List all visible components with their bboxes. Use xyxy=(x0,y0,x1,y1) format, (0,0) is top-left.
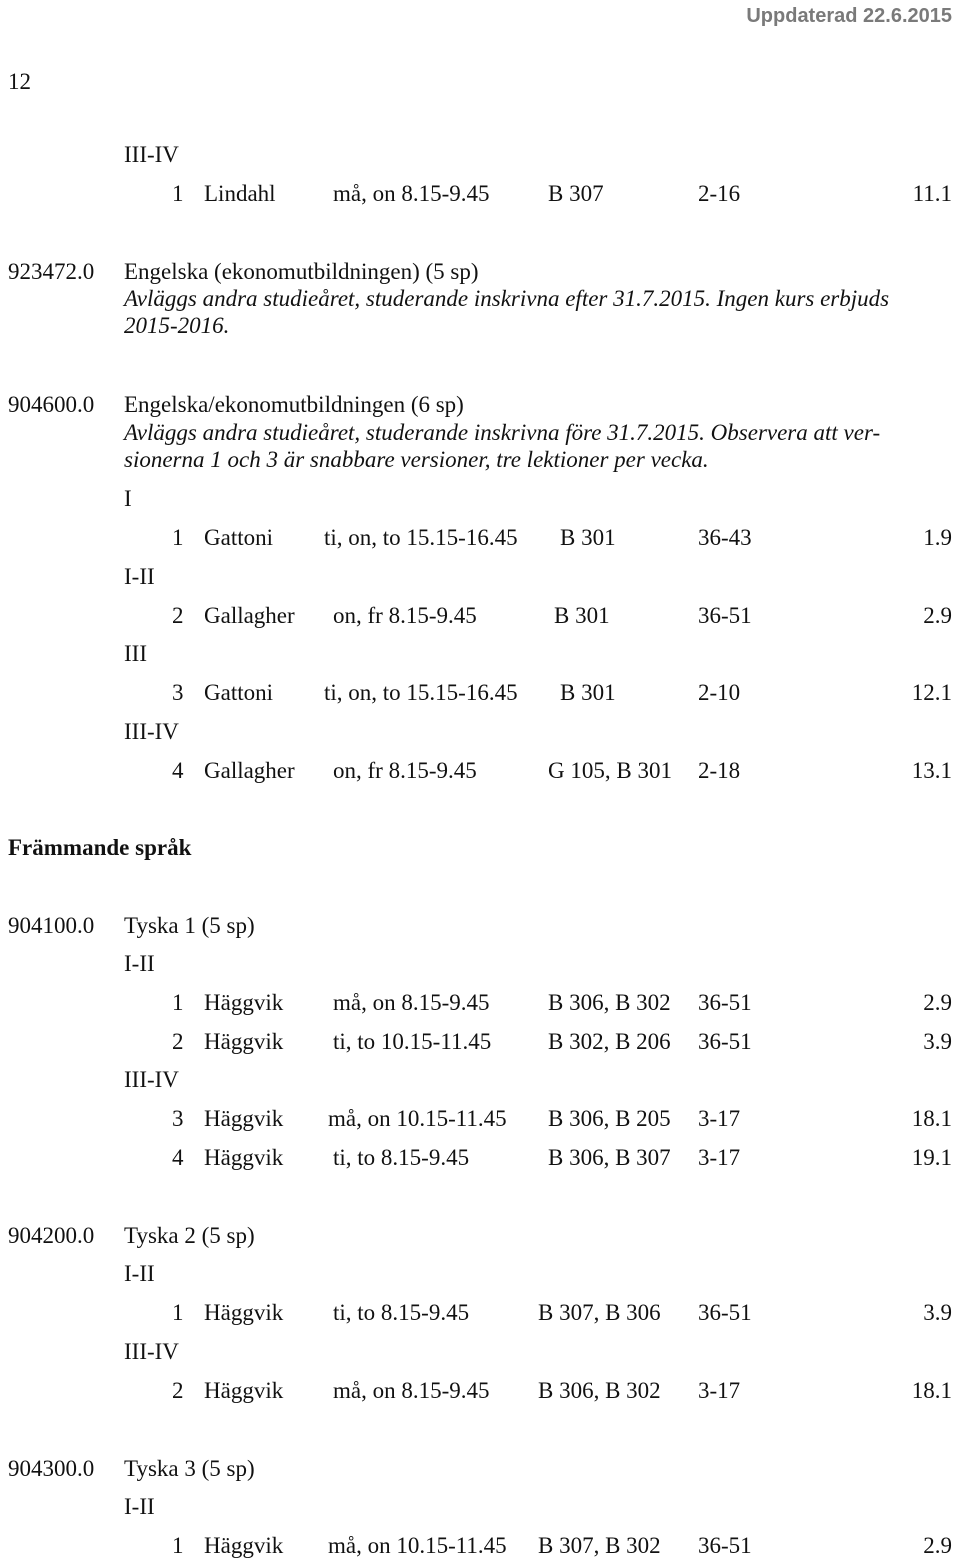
class-time: ti, to 8.15-9.45 xyxy=(333,1300,470,1325)
course-code: 904600.0 xyxy=(8,392,95,417)
course-code: 904200.0 xyxy=(8,1223,95,1248)
teacher-name: Häggvik xyxy=(204,1533,284,1558)
room: G 105, B 301 xyxy=(548,758,672,783)
weeks: 36-51 xyxy=(698,1029,752,1054)
room: B 306, B 302 xyxy=(538,1378,661,1403)
row-number: 2 xyxy=(172,1378,184,1403)
start-date: 12.1 xyxy=(911,680,952,705)
course-title: Engelska (ekonomutbildningen) (5 sp) xyxy=(124,259,479,284)
group-label: I-II xyxy=(124,564,155,589)
room: B 306, B 205 xyxy=(548,1106,671,1131)
weeks: 36-51 xyxy=(698,1533,752,1558)
group-label: III-IV xyxy=(124,142,179,167)
start-date: 18.1 xyxy=(911,1106,952,1131)
room: B 301 xyxy=(554,603,610,628)
course-note: Avläggs andra studieåret, studerande inskrivna efter 31.7.2015. Ingen kurs erbjuds xyxy=(124,286,890,311)
teacher-name: Lindahl xyxy=(204,181,276,206)
weeks: 36-51 xyxy=(698,990,752,1015)
class-time: on, fr 8.15-9.45 xyxy=(333,758,477,783)
start-date: 2.9 xyxy=(923,990,952,1015)
weeks: 2-10 xyxy=(698,680,741,705)
row-number: 1 xyxy=(172,1300,184,1325)
start-date: 3.9 xyxy=(923,1029,952,1054)
class-time: ti, on, to 15.15-16.45 xyxy=(324,525,518,550)
teacher-name: Häggvik xyxy=(204,990,284,1015)
weeks: 2-16 xyxy=(698,181,741,206)
room: B 307, B 306 xyxy=(538,1300,661,1325)
row-number: 1 xyxy=(172,1533,184,1558)
weeks: 3-17 xyxy=(698,1145,741,1170)
teacher-name: Gallagher xyxy=(204,758,295,783)
course-code: 904100.0 xyxy=(8,913,95,938)
group-label: I-II xyxy=(124,951,155,976)
room: B 302, B 206 xyxy=(548,1029,671,1054)
weeks: 36-51 xyxy=(698,603,752,628)
start-date: 13.1 xyxy=(911,758,952,783)
weeks: 36-51 xyxy=(698,1300,752,1325)
course-note: sionerna 1 och 3 är snabbare versioner, tre lektioner per vecka. xyxy=(124,447,709,472)
room: B 306, B 302 xyxy=(548,990,671,1015)
group-label: III xyxy=(124,641,147,666)
course-title: Tyska 3 (5 sp) xyxy=(124,1456,255,1481)
row-number: 4 xyxy=(172,1145,184,1170)
row-number: 2 xyxy=(172,1029,184,1054)
section-heading: Främmande språk xyxy=(8,835,192,860)
course-note: 2015-2016. xyxy=(124,313,230,338)
page-number: 12 xyxy=(8,69,31,94)
teacher-name: Gattoni xyxy=(204,680,273,705)
group-label: I-II xyxy=(124,1494,155,1519)
start-date: 2.9 xyxy=(923,1533,952,1558)
group-label: I-II xyxy=(124,1261,155,1286)
class-time: ti, on, to 15.15-16.45 xyxy=(324,680,518,705)
class-time: ti, to 8.15-9.45 xyxy=(333,1145,470,1170)
class-time: ti, to 10.15-11.45 xyxy=(333,1029,492,1054)
weeks: 36-43 xyxy=(698,525,752,550)
row-number: 3 xyxy=(172,1106,184,1131)
group-label: I xyxy=(124,486,132,511)
teacher-name: Gallagher xyxy=(204,603,295,628)
course-code: 923472.0 xyxy=(8,259,95,284)
row-number: 1 xyxy=(172,181,184,206)
group-label: III-IV xyxy=(124,1067,179,1092)
teacher-name: Häggvik xyxy=(204,1378,284,1403)
class-time: må, on 10.15-11.45 xyxy=(328,1533,507,1558)
weeks: 3-17 xyxy=(698,1378,741,1403)
class-time: må, on 8.15-9.45 xyxy=(333,181,490,206)
course-code: 904300.0 xyxy=(8,1456,95,1481)
class-time: må, on 8.15-9.45 xyxy=(333,990,490,1015)
room: B 301 xyxy=(560,525,616,550)
teacher-name: Häggvik xyxy=(204,1106,284,1131)
room: B 307 xyxy=(548,181,604,206)
row-number: 4 xyxy=(172,758,184,783)
start-date: 18.1 xyxy=(911,1378,952,1403)
room: B 301 xyxy=(560,680,616,705)
group-label: III-IV xyxy=(124,719,179,744)
teacher-name: Häggvik xyxy=(204,1145,284,1170)
course-title: Engelska/ekonomutbildningen (6 sp) xyxy=(124,392,464,417)
teacher-name: Häggvik xyxy=(204,1300,284,1325)
start-date: 19.1 xyxy=(911,1145,952,1170)
room: B 306, B 307 xyxy=(548,1145,671,1170)
weeks: 2-18 xyxy=(698,758,741,783)
row-number: 1 xyxy=(172,990,184,1015)
row-number: 3 xyxy=(172,680,184,705)
start-date: 11.1 xyxy=(912,181,952,206)
weeks: 3-17 xyxy=(698,1106,741,1131)
row-number: 2 xyxy=(172,603,184,628)
course-title: Tyska 1 (5 sp) xyxy=(124,913,255,938)
course-title: Tyska 2 (5 sp) xyxy=(124,1223,255,1248)
course-note: Avläggs andra studieåret, studerande inskrivna före 31.7.2015. Observera att ver- xyxy=(124,420,881,445)
start-date: 1.9 xyxy=(923,525,952,550)
teacher-name: Gattoni xyxy=(204,525,273,550)
class-time: må, on 10.15-11.45 xyxy=(328,1106,507,1131)
start-date: 3.9 xyxy=(923,1300,952,1325)
teacher-name: Häggvik xyxy=(204,1029,284,1054)
room: B 307, B 302 xyxy=(538,1533,661,1558)
group-label: III-IV xyxy=(124,1339,179,1364)
class-time: må, on 8.15-9.45 xyxy=(333,1378,490,1403)
start-date: 2.9 xyxy=(923,603,952,628)
row-number: 1 xyxy=(172,525,184,550)
updated-date: Uppdaterad 22.6.2015 xyxy=(746,5,952,27)
class-time: on, fr 8.15-9.45 xyxy=(333,603,477,628)
